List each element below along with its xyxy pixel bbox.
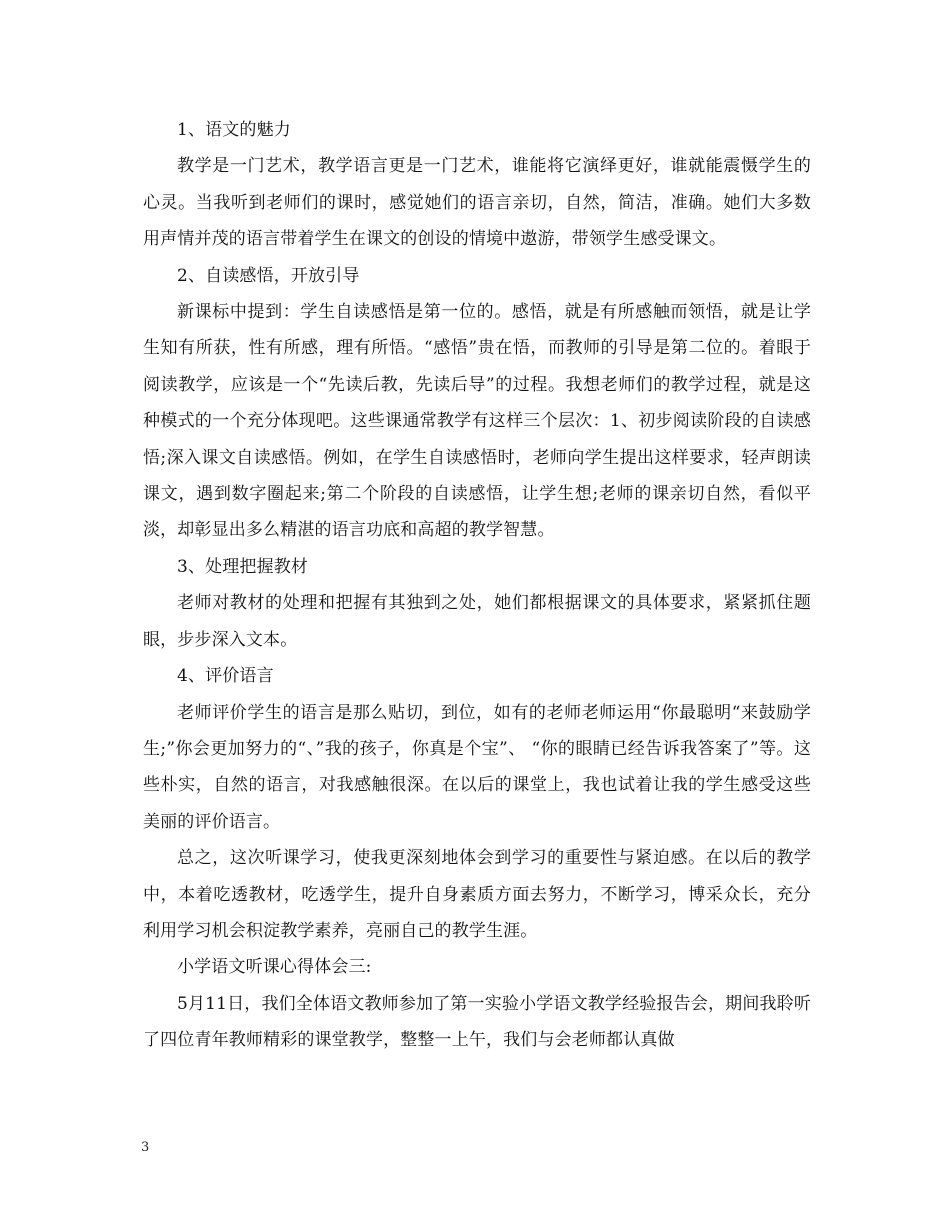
document-body	[143, 112, 811, 1059]
page-number: 3	[141, 1140, 150, 1155]
paragraph-evaluation-language: 老师评价学生的语言是那么贴切，到位，如有的老师老师运用“你最聪明“来鼓励学生;”你会更加努力的“、”我的孩子，你真是个宝”、 “你的眼睛已经告诉我答案了”等。这些朴实，自然的语言，对我感触很深。在以后的课堂上，我也试着让我的学生感受这些美丽的评价语言。	[143, 702, 811, 832]
paragraph-materials: 老师对教材的处理和把握有其独到之处，她们都根据课文的具体要求，紧紧抓住题眼，步步深入文本。	[143, 593, 811, 650]
paragraph-summary: 总之，这次听课学习，使我更深刻地体会到学习的重要性与紧迫感。在以后的教学中，本着吃透教材，吃透学生，提升自身素质方面去努力，不断学习，博采众长，充分利用学习机会积淀教学素养，亮丽自己的教学生涯。	[143, 848, 811, 941]
heading-self-reading: 2、自读感悟，开放引导	[177, 265, 360, 286]
section-title-part-three: 小学语文听课心得体会三:	[177, 957, 372, 978]
heading-evaluation-language: 4、评价语言	[177, 666, 274, 687]
paragraph-may-11: 5月11日，我们全体语文教师参加了第一实验小学语文教学经验报告会，期间我聆听了四位青年教师精彩的课堂教学，整整一上午，我们与会老师都认真做	[143, 993, 811, 1051]
heading-charm-of-chinese: 1、语文的魅力	[177, 120, 291, 140]
heading-materials: 3、处理把握教材	[177, 556, 309, 577]
paragraph-teaching-art: 教学是一门艺术，教学语言更是一门艺术，谁能将它演绎更好，谁就能震慑学生的心灵。当我听到老师们的课时，感觉她们的语言亲切，自然，简洁，准确。她们大多数用声情并茂的语言带着学生在课文的创设的情境中遨游，带领学生感受课文。	[143, 156, 811, 250]
paragraph-self-reading: 新课标中提到：学生自读感悟是第一位的。感悟，就是有所感触而领悟，就是让学生知有所获，性有所感，理有所悟。“感悟”贵在悟，而教师的引导是第二位的。着眼于阅读教学，应该是一个“先读后教，先读后导”的过程。我想老师们的教学过程，就是这种模式的一个充分体现吧。这些课通常教学有这样三个层次：1、初步阅读阶段的自读感悟;深入课文自读感悟。例如，在学生自读感悟时，老师向学生提出这样要求，轻声朗读课文，遇到数字圈起来;第二个阶段的自读感悟，让学生想;老师的课亲切自然，看似平淡，却彰显出多么精湛的语言功底和高超的教学智慧。	[143, 302, 811, 541]
